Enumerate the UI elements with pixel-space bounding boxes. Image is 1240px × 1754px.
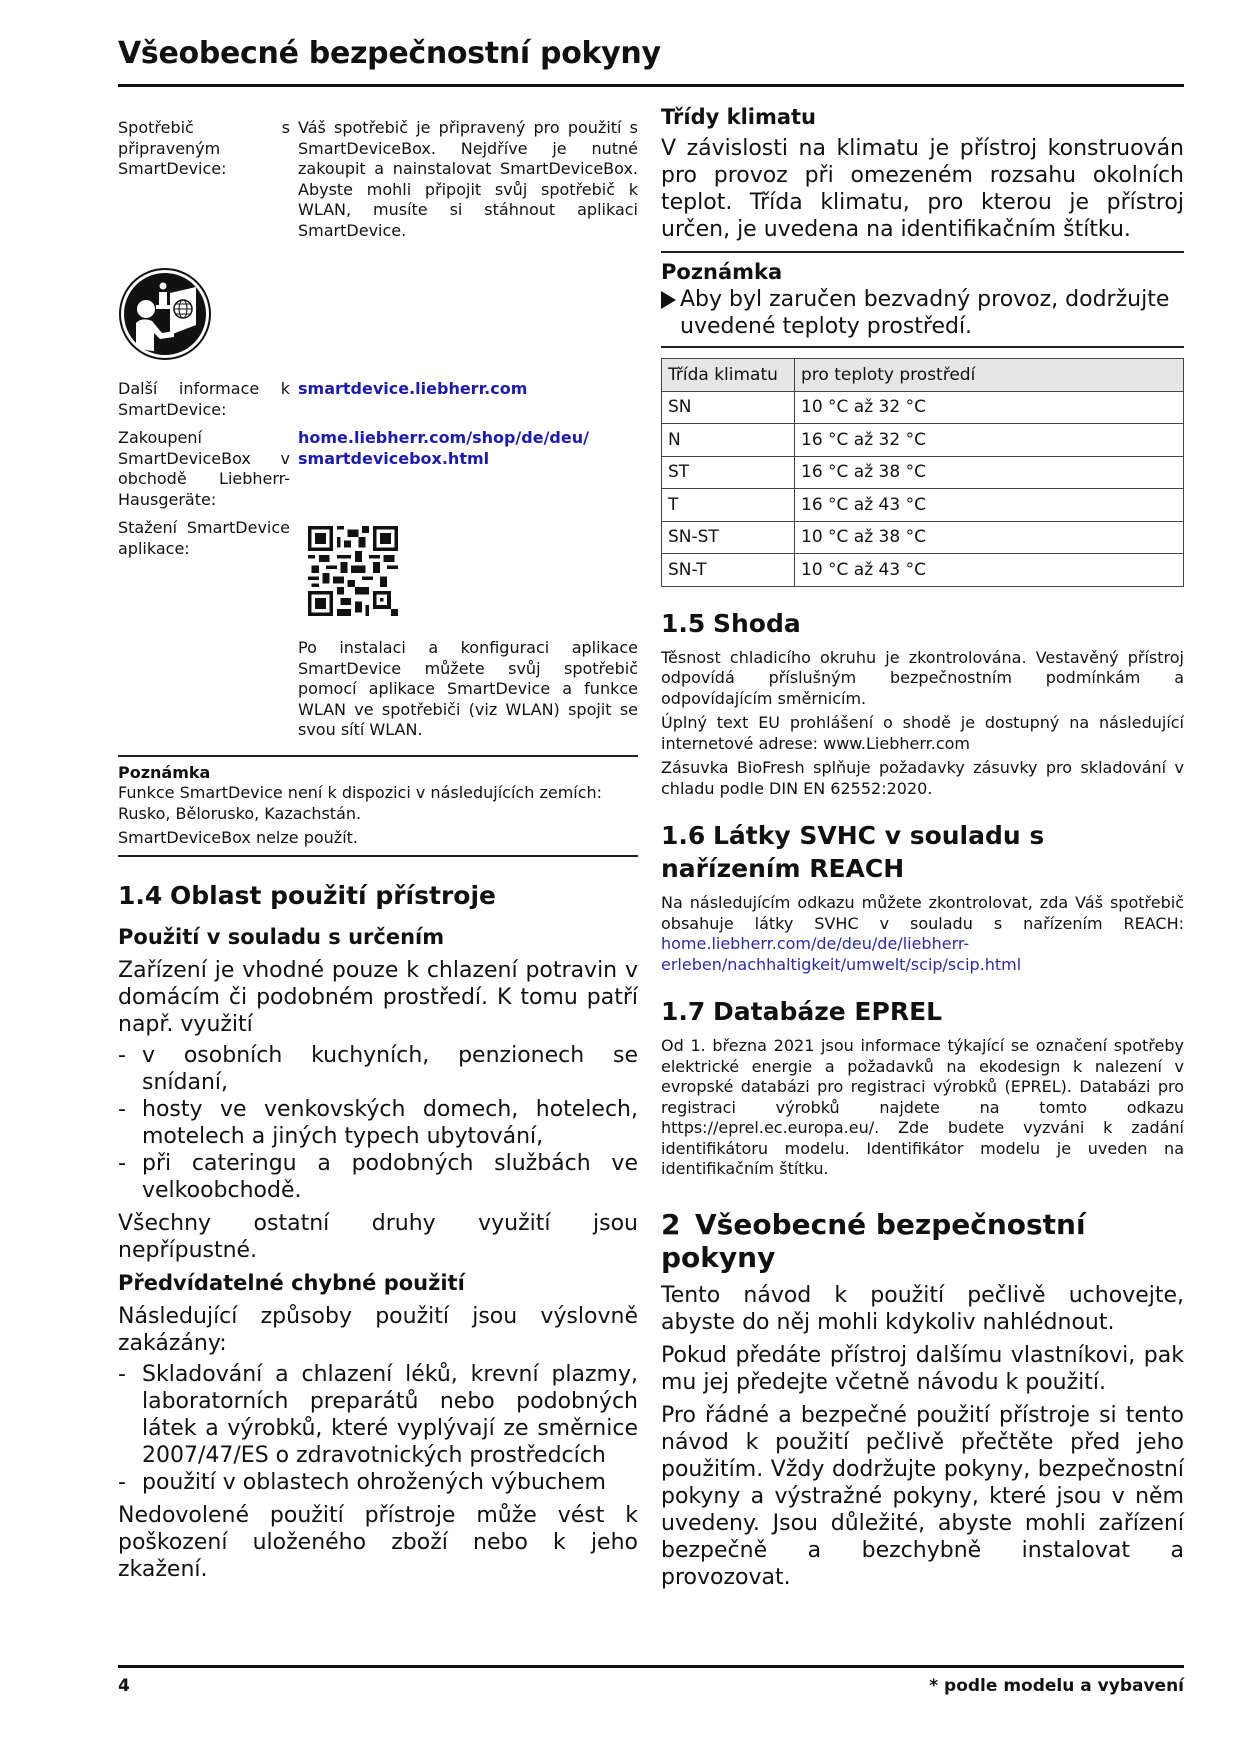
paragraph: Od 1. března 2021 jsou informace týkající se označení spotřeby elektrické energie a požadavků na ekodesign k nalezení v evropské databázi pro registraci výrobků (EPREL). Databázi pro registraci výrobků najdete na tomto odkazu https://eprel.ec.europa.eu/. Zde budete vyzváni k zadání identifikátoru modelu. Identifikátor modelu je uveden na identifikačním štítku. (661, 1036, 1184, 1178)
climate-table (661, 358, 1184, 587)
qr-code-icon[interactable] (308, 526, 398, 616)
subsection-heading: Použití v souladu s určením (118, 924, 445, 949)
page-number: 4 (118, 1676, 130, 1696)
smartdevice-row-label: Zakoupení SmartDeviceBox v obchodě Liebherr-Hausgeräte: (118, 428, 290, 509)
section-heading: 1.7 Databáze EPREL (661, 997, 943, 1026)
table-row: SN-ST 10 °C až 38 °C (662, 521, 1184, 554)
paragraph: Úplný text EU prohlášení o shodě je dostupný na následující internetové adrese: www.Liebherr.com (661, 713, 1184, 753)
right-column (661, 104, 1184, 1591)
table-row: N 16 °C až 32 °C (662, 424, 1184, 457)
footer-note: * podle modelu a vybavení (929, 1676, 1184, 1696)
list-item: - v osobních kuchyních, penzionech se snídaní, (118, 1042, 638, 1096)
left-column (118, 118, 638, 1583)
section-heading: 1.6 Látky SVHC v souladu s nařízením REACH (661, 821, 1045, 883)
smartdevicebox-shop-link[interactable]: home.liebherr.com/shop/de/deu/ smartdevicebox.html (298, 428, 589, 468)
note-box (661, 251, 1184, 348)
table-header: pro teploty prostředí (795, 359, 1184, 392)
triangle-bullet-icon (661, 291, 676, 309)
subsection-heading: Třídy klimatu (661, 105, 817, 129)
smartdevice-row (118, 118, 638, 241)
smartdevice-after-qr-text: Po instalaci a konfiguraci aplikace SmartDevice můžete svůj spotřebič pomocí aplikace SmartDevice a funkce WLAN ve spotřebiči (viz WLAN) spojit se svou sítí WLAN. (298, 638, 638, 739)
smartdevice-info-link[interactable]: smartdevice.liebherr.com (298, 379, 528, 398)
paragraph: Pokud předáte přístroj dalšímu vlastníkovi, pak mu jej předejte včetně návodu k použití. (661, 1342, 1184, 1395)
smartdevice-row (118, 428, 638, 510)
smartdevice-row (118, 379, 638, 420)
paragraph: Všechny ostatní druhy využití jsou nepřípustné. (118, 1210, 638, 1263)
paragraph: Zásuvka BioFresh splňuje požadavky zásuvky pro skladování v chladu podle DIN EN 62552:2020. (661, 758, 1184, 798)
paragraph: Těsnost chladicího okruhu je zkontrolována. Vestavěný přístroj odpovídá příslušným bezpečnostním podmínkám a odpovídajícím směrnicím. (661, 647, 1184, 708)
note-box (118, 755, 638, 857)
smartdevice-row-label: Spotřebič s připraveným SmartDevice: (118, 118, 290, 178)
paragraph: Tento návod k použití pečlivě uchovejte, abyste do něj mohli kdykoliv nahlédnout. (661, 1282, 1184, 1335)
paragraph: Nedovolené použití přístroje může vést k poškození uloženého zboží nebo k jeho zkažení. (118, 1502, 638, 1582)
smartdevice-row (118, 518, 638, 616)
table-row: T 16 °C až 43 °C (662, 489, 1184, 522)
paragraph: Pro řádné a bezpečné použití přístroje si tento návod k použití pečlivě přečtěte před jeho použitím. Vždy dodržujte pokyny, bezpečnostní pokyny a výstražné pokyny, které jsou v něm uvedeny. Jsou důležité, abyste mohli zařízení bezpečně a bezchybně instalovat a provozovat. (661, 1402, 1184, 1590)
header-rule (118, 84, 1184, 87)
list-item: - použití v oblastech ohrožených výbuchem (118, 1469, 638, 1496)
table-row: SN-T 10 °C až 43 °C (662, 554, 1184, 587)
note-title: Poznámka (118, 762, 211, 782)
subsection-heading: Předvídatelné chybné použití (118, 1270, 465, 1295)
table-header: Třída klimatu (662, 359, 795, 392)
note-title: Poznámka (661, 260, 783, 284)
usage-list (118, 1042, 638, 1204)
table-row: ST 16 °C až 38 °C (662, 456, 1184, 489)
section-heading: 2 Všeobecné bezpečnostní pokyny (661, 1207, 1086, 1274)
reach-scip-link[interactable]: home.liebherr.com/de/deu/de/liebherr-erleben/nachhaltigkeit/umwelt/scip/scip.html (661, 934, 1022, 974)
smartdevice-row-label: Stažení SmartDevice aplikace: (118, 518, 290, 558)
section-heading: 1.5 Shoda (661, 608, 801, 638)
paragraph: V závislosti na klimatu je přístroj konstruován pro provoz při omezeném rozsahu okolních teplot. Třída klimatu, pro kterou je přístroj určen, je uvedena na identifikačním štítku. (661, 136, 1184, 242)
list-item: - při cateringu a podobných službách ve velkoobchodě. (118, 1150, 638, 1204)
paragraph: Následující způsoby použití jsou výslovně zakázány: (118, 1303, 638, 1356)
note-text: SmartDeviceBox nelze použít. (118, 828, 358, 847)
table-header-row (662, 359, 1184, 392)
table-row: SN 10 °C až 32 °C (662, 391, 1184, 424)
smartdevice-row-label: Další informace k SmartDevice: (118, 379, 290, 419)
list-item: - Skladování a chlazení léků, krevní plazmy, laboratorních preparátů nebo podobných látek a výrobků, které vyplývají ze směrnice 2007/47/ES o zdravotnických prostředcích (118, 1361, 638, 1469)
paragraph: Zařízení je vhodné pouze k chlazení potravin v domácím či podobném prostředí. K tomu patří např. využití (118, 957, 638, 1037)
section-heading: 1.4 Oblast použití přístroje (118, 880, 496, 910)
footer-rule (118, 1665, 1184, 1668)
note-text: Aby byl zaručen bezvadný provoz, dodržujte uvedené teploty prostředí. (680, 287, 1170, 339)
page-title: Všeobecné bezpečnostní pokyny (118, 36, 661, 71)
smartdevice-row-value: Váš spotřebič je připravený pro použití s SmartDeviceBox. Nejdříve je nutné zakoupit a nainstalovat SmartDeviceBox. Abyste mohli připojit svůj spotřebič k WLAN, musíte si stáhnout aplikaci SmartDevice. (298, 118, 638, 240)
info-manual-icon (118, 267, 212, 361)
paragraph: Na následujícím odkazu můžete zkontrolovat, zda Váš spotřebič obsahuje látky SVHC v souladu s nařízením REACH: home.liebherr.com/de/deu/de/liebherr-erleben/nachhaltigkeit/umwelt/scip/scip.html (661, 893, 1184, 974)
note-text: Funkce SmartDevice není k dispozici v následujících zemích: Rusko, Bělorusko, Kazachstán. (118, 783, 603, 823)
misuse-list (118, 1361, 638, 1496)
list-item: - hosty ve venkovských domech, hotelech, motelech a jiných typech ubytování, (118, 1096, 638, 1150)
